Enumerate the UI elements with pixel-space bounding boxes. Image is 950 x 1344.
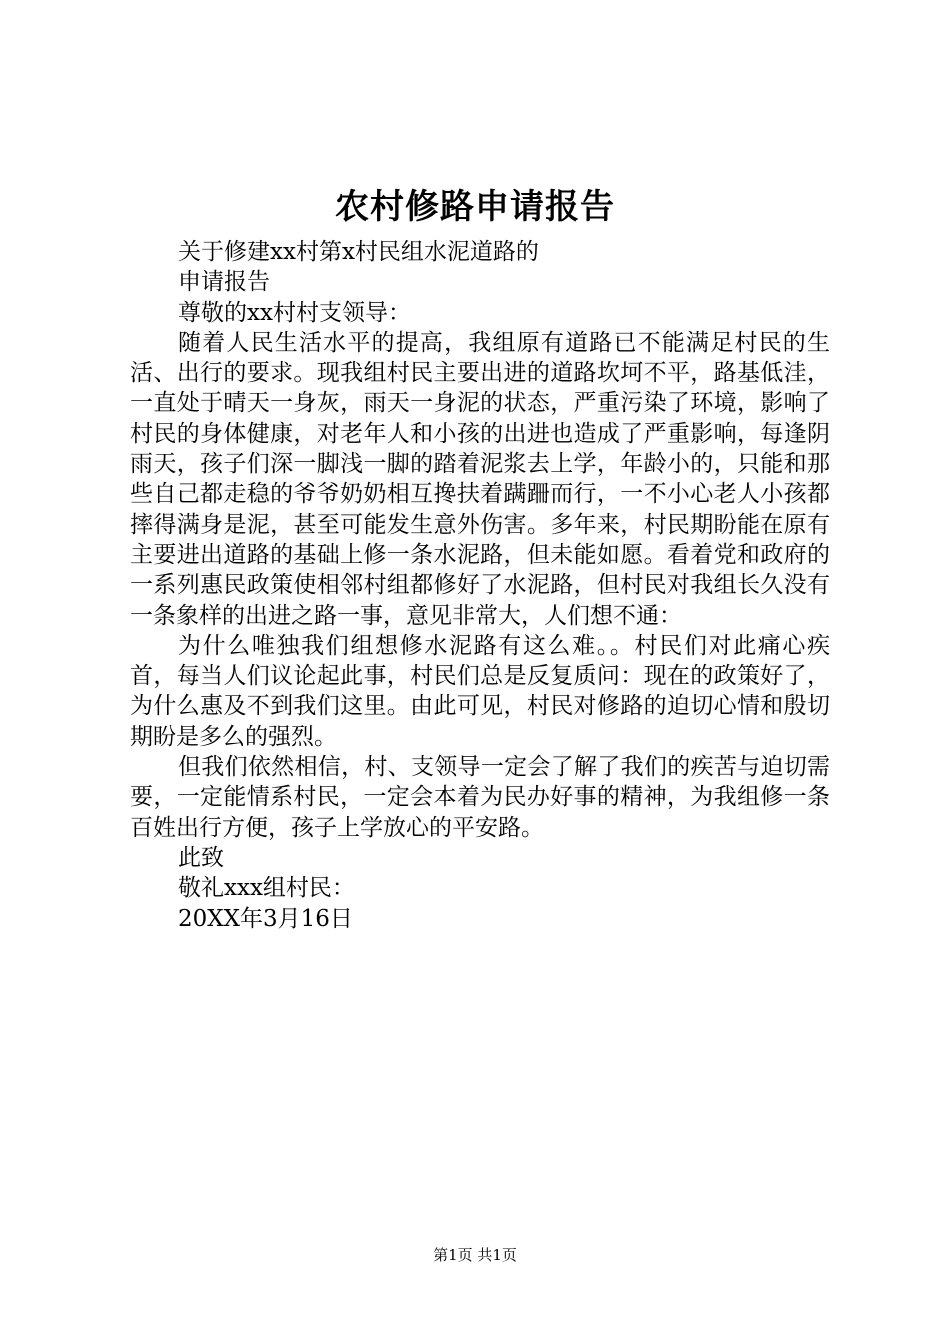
- date: 20XX年3月16日: [178, 905, 353, 932]
- paragraph-2: 为什么唯独我们组想修水泥路有这么难。。村民们对此痛心疾首，每当人们议论起此事，村民们总是反复质问：现在的政策好了，为什么惠及不到我们这里。由此可见，村民对修路的迫切心情和殷切期盼是多么的强烈。: [130, 632, 830, 750]
- paragraph-3: 但我们依然相信，村、支领导一定会了解了我们的疾苦与迫切需要，一定能情系村民，一定会本着为民办好事的精神，为我组修一条百姓出行方便，孩子上学放心的平安路。: [130, 754, 830, 841]
- paragraph-1: 随着人民生活水平的提高，我组原有道路已不能满足村民的生活、出行的要求。现我组村民主要出进的道路坎坷不平，路基低洼，一直处于晴天一身灰，雨天一身泥的状态，严重污染了环境，影响了村民的身体健康，对老年人和小孩的出进也造成了严重影响，每逢阴雨天，孩子们深一脚浅一脚的踏着泥浆去上学，年龄小的，只能和那些自己都走稳的爷爷奶奶相互搀扶着蹒跚而行，一不小心老人小孩都摔得满身是泥，甚至可能发生意外伤害。多年来，村民期盼能在原有主要进出道路的基础上修一条水泥路，但未能如愿。看着党和政府的一系列惠民政策使相邻村组都修好了水泥路，但村民对我组长久没有一条象样的出进之路一事，意见非常大，人们想不通：: [130, 329, 830, 629]
- document-title: 农村修路申请报告: [335, 187, 615, 227]
- signature: 敬礼xxx组村民：: [178, 875, 355, 902]
- subject-line-2: 申请报告: [178, 269, 270, 296]
- subject-line-1: 关于修建xx村第x村民组水泥道路的: [178, 239, 539, 265]
- document-body: [130, 237, 830, 934]
- salutation: 尊敬的xx村村支领导：: [178, 299, 411, 326]
- closing: 此致: [178, 844, 224, 871]
- page-footer: 第1页 共1页: [433, 1246, 517, 1264]
